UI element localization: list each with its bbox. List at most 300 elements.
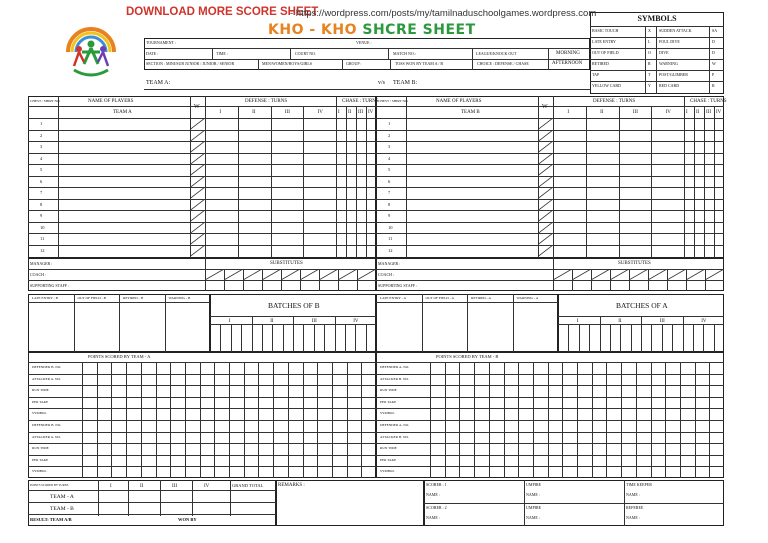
symbol-code: W [712, 61, 716, 66]
chase-turn-label: III [706, 110, 711, 115]
defense-turn-label: I [567, 110, 570, 115]
batch-turn-label: III [311, 319, 317, 324]
rule-line [624, 480, 625, 526]
rule-line [651, 362, 652, 478]
slash-cell [190, 187, 205, 199]
rule-line [590, 48, 724, 49]
player-row-number: 4 [40, 155, 43, 161]
batch-turn-label: I [576, 319, 579, 324]
rule-line [319, 269, 320, 291]
rule-line [504, 362, 505, 478]
symbol-code: O [648, 50, 651, 55]
team-header: TEAM B [461, 110, 480, 115]
slash-cell [572, 269, 591, 280]
slash-cell [190, 153, 205, 165]
name-label: NAME : [426, 492, 440, 497]
slash-cell [538, 176, 553, 188]
points-row-label: SYMBOL [32, 469, 47, 474]
slash-cell [190, 245, 205, 257]
defense-turn-label: I [219, 110, 222, 115]
player-row-number: 1 [388, 121, 391, 126]
men-women-label: MEN/WOMEN/BOYS/GIRLS [262, 61, 313, 66]
slash-cell [190, 233, 205, 245]
rule-line [332, 362, 333, 478]
umpire1-label: UMPIRE [526, 482, 542, 487]
symbol-code: X [648, 28, 651, 33]
rule-line [229, 362, 230, 478]
batch-turn-label: III [659, 319, 665, 324]
slash-cell [319, 269, 338, 280]
rule-line [303, 362, 304, 478]
symbol-name: WARNING [659, 61, 678, 66]
player-row-number: 5 [388, 167, 391, 172]
symbol-name: FOUL DIVE [659, 39, 680, 44]
rule-line [200, 362, 201, 478]
tournament-label: TOURNAMENT : [146, 40, 176, 45]
manager-label: MANAGER : [30, 261, 53, 266]
slash-cell [538, 187, 553, 199]
chase-turn-label: III [358, 110, 363, 115]
rule-line [591, 269, 592, 291]
rule-line [262, 324, 263, 352]
rule-line [97, 362, 98, 478]
rule-line [459, 362, 460, 478]
rule-line [244, 362, 245, 478]
rule-line [714, 324, 715, 352]
player-row-number: 6 [388, 178, 391, 184]
rule-line [338, 269, 339, 291]
points-table [28, 352, 376, 478]
name-label: NAME : [626, 515, 640, 520]
rule-line [577, 362, 578, 478]
rule-line [645, 26, 646, 94]
player-row-number: 6 [40, 178, 43, 184]
defense-turn-label: II [252, 110, 256, 115]
batch-turn-label: IV [701, 319, 707, 324]
rule-line [160, 480, 161, 516]
rule-line [272, 324, 273, 352]
rule-line [28, 408, 376, 409]
rule-line [600, 324, 601, 352]
rule-line [28, 397, 376, 398]
title-part2: SHCRE SHEET [362, 22, 476, 38]
slash-cell [357, 269, 376, 280]
rule-line [98, 480, 99, 516]
coach-label: COACH : [378, 272, 395, 277]
player-row-number: 4 [388, 155, 391, 161]
rule-line [376, 408, 724, 409]
rule-line [474, 362, 475, 478]
symbol-code: D [712, 39, 715, 44]
points-row-label: ATTACKER A. NO. [32, 376, 61, 381]
batch-turn-label: IV [353, 319, 359, 324]
points-row-label: ATTACKER B. NO. [380, 434, 409, 439]
batches-title: BATCHES OF A [616, 301, 668, 310]
slash-cell [190, 210, 205, 222]
player-row-number: 2 [40, 132, 43, 138]
chest-no-header: CHEST / SHIRT NO. [378, 99, 409, 103]
rule-line [489, 362, 490, 478]
rule-line [376, 466, 724, 467]
chase-turn-label: I [338, 110, 340, 115]
defense-turn-label: IV [317, 110, 323, 115]
summary-team-a: TEAM - A [50, 494, 74, 500]
rule-line [683, 324, 684, 352]
rule-line [709, 362, 710, 478]
rule-line [662, 324, 663, 352]
symbol-name: BASIC TOUCH [592, 28, 619, 33]
points-row-label: SYMBOL [380, 411, 395, 416]
scorer2-label: SCORER : 2 [426, 505, 447, 510]
points-row-label: SYMBOL [380, 469, 395, 474]
symbol-name: SUDDEN ATTACK [659, 28, 692, 33]
slash-cell [686, 269, 705, 280]
name-label: NAME : [526, 515, 540, 520]
rule-line [185, 362, 186, 478]
rule-line [345, 324, 346, 352]
slash-cell [190, 164, 205, 176]
name-of-players-header: NAME OF PLAYERS [436, 99, 482, 104]
sheet-title [268, 22, 476, 38]
rule-line [376, 280, 724, 281]
result-label: RESULT: TEAM A/B [30, 517, 72, 522]
symbol-code: R [712, 83, 715, 88]
rule-line [273, 362, 274, 478]
rule-line [119, 294, 120, 352]
rule-line [126, 362, 127, 478]
slash-cell [538, 153, 553, 165]
rule-line [28, 106, 376, 107]
team-a-label: TEAM A: [146, 80, 171, 86]
choice-label: CHOICE : DEFENSE / CHASE [477, 61, 529, 66]
batch-turn-label: II [618, 319, 622, 324]
rule-line [629, 269, 630, 291]
points-row-label: ATTACKER B. NO. [380, 376, 409, 381]
points-row-label: PER TAKE [380, 457, 397, 462]
rule-line [347, 362, 348, 478]
batch-entry-header: WARNING - B [168, 296, 191, 300]
rule-line [590, 59, 724, 60]
rule-line [631, 324, 632, 352]
player-row-number: 11 [388, 236, 393, 241]
batch-entry-header: LATE ENTRY - B [32, 296, 59, 300]
symbol-name: LATE ENTRY [592, 39, 616, 44]
symbol-name: TAP [592, 72, 600, 77]
court-no-label: COURT NO. [295, 51, 317, 56]
defense-turns-header: DEFENSE : TURNS [593, 99, 636, 104]
batch-entry-header: OUT OF FIELD - A [425, 296, 455, 300]
points-row-label: DEFENDER B. NO. [32, 365, 62, 369]
rule-line [324, 324, 325, 352]
rule-line [695, 362, 696, 478]
player-row-number: 11 [40, 236, 45, 241]
rule-line [243, 269, 244, 291]
chest-no-header: CHEST / SHIRT NO. [30, 99, 61, 103]
rule-line [231, 324, 232, 352]
rule-line [288, 362, 289, 478]
rule-line [28, 420, 376, 421]
rule-line [28, 466, 376, 467]
rule-line [28, 514, 276, 515]
player-row-number: 8 [40, 201, 43, 207]
download-url[interactable]: - https://wordpress.com/posts/my/tamilnaduschoolgames.wordpress.com [290, 8, 597, 19]
rule-line [665, 362, 666, 478]
rule-line [74, 294, 75, 352]
slash-cell [591, 269, 610, 280]
rule-line [672, 324, 673, 352]
remarks-label: REMARKS : [278, 483, 305, 488]
slash-cell [190, 222, 205, 234]
rule-line [170, 362, 171, 478]
rule-line [300, 269, 301, 291]
defense-turn-label: II [600, 110, 604, 115]
rule-line [533, 362, 534, 478]
w-header: W [194, 104, 200, 110]
points-row-label: DEFENDER B. NO. [32, 423, 62, 427]
toss-label: TOSS WON BY TEAM A / B [395, 61, 444, 66]
batch-entry-header: OUT OF FIELD - B [77, 296, 107, 300]
rule-line [705, 269, 706, 291]
rule-line [422, 294, 423, 352]
match-no-label: MATCH NO.: [393, 51, 416, 56]
rule-line [610, 269, 611, 291]
player-row-number: 10 [388, 224, 393, 230]
rule-line [214, 362, 215, 478]
rule-line [376, 374, 724, 375]
rule-line [656, 26, 657, 94]
batch-entry-header: WARNING - A [516, 296, 539, 300]
time-keeper-label: TIME KEEPER [626, 482, 652, 487]
name-label: NAME : [426, 515, 440, 520]
rule-line [568, 324, 569, 352]
batch-entry-header: RETIRED - B [123, 296, 144, 300]
rule-line [518, 362, 519, 478]
slash-cell [538, 210, 553, 222]
rule-line [262, 269, 263, 291]
chase-turn-label: II [348, 110, 352, 115]
slash-cell [648, 269, 667, 280]
rule-line [314, 324, 315, 352]
rule-line [376, 106, 724, 107]
rule-line [376, 385, 724, 386]
points-table [376, 352, 724, 478]
venue-label: VENUE : [356, 40, 372, 45]
chase-turns-header: CHASE : TURNS [690, 99, 727, 104]
slash-cell [190, 141, 205, 153]
rule-line [680, 362, 681, 478]
rule-line [513, 294, 514, 352]
defense-turn-label: III [632, 110, 638, 115]
rule-line [606, 362, 607, 478]
slash-cell [705, 269, 724, 280]
download-banner[interactable]: DOWNLOAD MORE SCORE SHEET [126, 6, 319, 18]
batch-turn-label: II [270, 319, 274, 324]
batch-entry-header: RETIRED - A [471, 296, 492, 300]
rule-line [258, 362, 259, 478]
rule-line [28, 362, 376, 363]
symbol-name: DIVE [659, 50, 669, 55]
player-row-number: 5 [40, 167, 43, 172]
symbol-code: Y [648, 83, 651, 88]
points-row-label: PER TAKE [32, 457, 49, 462]
player-row-number: 10 [40, 224, 45, 230]
slash-cell [538, 199, 553, 211]
won-by-label: WON BY [178, 517, 197, 522]
player-row-number: 3 [388, 144, 391, 149]
rule-line [620, 324, 621, 352]
rule-line [241, 324, 242, 352]
rule-line [524, 480, 525, 526]
rule-line [376, 432, 724, 433]
slash-cell [243, 269, 262, 280]
rule-line [28, 502, 276, 503]
rule-line [111, 362, 112, 478]
rule-line [703, 324, 704, 352]
rule-line [610, 324, 611, 352]
sports-figures-logo-icon [60, 22, 122, 84]
rule-line [667, 269, 668, 291]
afternoon-label: AFTERNOON [552, 61, 583, 66]
w-header: W [542, 104, 548, 110]
rule-line [252, 324, 253, 352]
points-row-label: PER TAKE [32, 399, 49, 404]
time-label: TIME : [216, 51, 228, 56]
substitutes-label: SUBSTITUTES [618, 261, 651, 266]
chase-turn-label: IV [368, 110, 374, 115]
points-row-label: RUN TIME [32, 388, 49, 393]
slash-cell [538, 164, 553, 176]
slash-cell [281, 269, 300, 280]
batch-turn-label: I [228, 319, 231, 324]
slash-cell [667, 269, 686, 280]
symbol-name: RED CARD [659, 83, 680, 88]
rule-line [589, 324, 590, 352]
slash-cell [262, 269, 281, 280]
summary-team-b: TEAM - B [50, 506, 74, 512]
defense-turn-label: IV [665, 110, 671, 115]
name-of-players-header: NAME OF PLAYERS [88, 99, 134, 104]
rule-line [376, 397, 724, 398]
rule-line [641, 324, 642, 352]
points-row-label: SYMBOL [32, 411, 47, 416]
rule-line [230, 480, 231, 516]
morning-label: MORNING [556, 51, 580, 56]
rule-line [590, 70, 724, 71]
supporting-staff-label: SUPPORTING STAFF : [378, 283, 418, 288]
rule-line [192, 480, 193, 516]
rule-line [293, 324, 294, 352]
symbol-code: R [648, 61, 651, 66]
symbol-code: L [648, 39, 651, 44]
summary-turn-label: II [140, 484, 144, 489]
player-row-number: 12 [40, 247, 45, 253]
points-row-label: RUN TIME [380, 388, 397, 393]
slash-cell [190, 199, 205, 211]
slash-cell [224, 269, 243, 280]
grand-total-label: GRAND TOTAL [232, 483, 264, 488]
player-row-number: 7 [388, 190, 391, 195]
symbol-code: SA [712, 28, 718, 33]
coach-label: COACH : [30, 272, 47, 277]
player-row-number: 9 [40, 213, 43, 218]
points-row-label: ATTACKER A. NO. [32, 434, 61, 439]
rule-line [376, 455, 724, 456]
rule-line [445, 362, 446, 478]
slash-cell [300, 269, 319, 280]
symbol-code: T [648, 72, 651, 77]
chase-turn-label: IV [716, 110, 722, 115]
rule-line [592, 362, 593, 478]
rule-line [376, 362, 724, 363]
rule-line [376, 443, 724, 444]
slash-cell [538, 130, 553, 142]
title-part1: KHO - KHO [268, 22, 357, 38]
rule-line [636, 362, 637, 478]
slash-cell [538, 233, 553, 245]
rule-line [28, 374, 376, 375]
rule-line [156, 362, 157, 478]
points-row-label: PER TAKE [380, 399, 397, 404]
rule-line [366, 324, 367, 352]
slash-cell [538, 118, 553, 130]
rule-line [648, 269, 649, 291]
rule-line [357, 269, 358, 291]
date-label: DATE : [146, 51, 159, 56]
symbol-name: RETIRED [592, 61, 609, 66]
name-label: NAME : [526, 492, 540, 497]
rule-line [165, 294, 166, 352]
rule-line [224, 269, 225, 291]
player-row-number: 12 [388, 247, 393, 253]
slash-cell [190, 176, 205, 188]
rule-line [317, 362, 318, 478]
rule-line [28, 385, 376, 386]
symbol-code: P [712, 72, 715, 77]
summary-turn-label: IV [204, 484, 210, 489]
rule-line [572, 269, 573, 291]
slash-cell [190, 118, 205, 130]
rule-line [562, 362, 563, 478]
points-row-label: RUN TIME [380, 446, 397, 451]
player-row-number: 2 [388, 132, 391, 138]
slash-cell [338, 269, 357, 280]
team-header: TEAM A [113, 110, 132, 115]
rule-line [590, 26, 724, 27]
points-title: POINTS SCORED BY TEAM - B [436, 354, 499, 359]
rule-line [220, 324, 221, 352]
rule-line [28, 490, 276, 491]
slash-cell [629, 269, 648, 280]
summary-turn-label: I [110, 484, 112, 489]
rule-line [548, 362, 549, 478]
rule-line [693, 324, 694, 352]
substitutes-label: SUBSTITUTES [270, 261, 303, 266]
rule-line [590, 37, 724, 38]
points-row-label: DEFENDER A. NO. [380, 365, 410, 369]
symbols-title: SYMBOLS [637, 14, 677, 23]
referee-label: REFEREE [626, 505, 644, 510]
rule-line [361, 362, 362, 478]
symbol-name: POST/GLIMBER [659, 72, 688, 77]
group-label: GROUP : [346, 61, 362, 66]
summary-turn-label: III [172, 484, 177, 489]
symbol-code: D [712, 50, 715, 55]
rule-line [590, 81, 724, 82]
points-by-turn-label: POINTS SCORED BY TURNS [30, 483, 69, 487]
slash-cell [538, 222, 553, 234]
player-row-number: 1 [40, 121, 43, 126]
rule-line [141, 362, 142, 478]
